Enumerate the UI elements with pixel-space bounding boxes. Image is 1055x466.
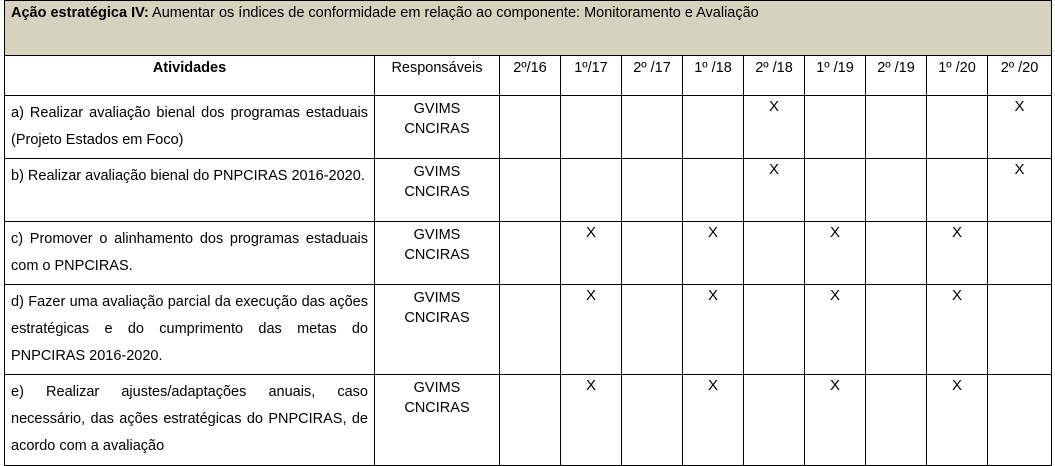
schedule-mark — [988, 285, 1052, 375]
col-period: 2º /20 — [988, 56, 1052, 96]
action-title-label: Ação estratégica IV: — [11, 5, 149, 21]
schedule-mark — [683, 96, 744, 159]
schedule-mark — [744, 375, 805, 466]
schedule-mark — [622, 375, 683, 466]
col-responsible: Responsáveis — [375, 56, 500, 96]
col-period: 1º /18 — [683, 56, 744, 96]
schedule-mark: X — [744, 96, 805, 159]
activity-description: e) Realizar ajustes/adaptações anuais, caso necessário, das ações estratégicas do PNPCIRAS, de acordo com a avaliação — [5, 375, 375, 466]
schedule-mark: X — [805, 375, 866, 466]
schedule-mark: X — [561, 375, 622, 466]
schedule-mark — [744, 285, 805, 375]
responsible-cell — [375, 96, 500, 159]
responsible-cell — [375, 375, 500, 466]
schedule-mark — [744, 222, 805, 285]
activity-description: d) Fazer uma avaliação parcial da execução das ações estratégicas e do cumprimento das metas do PNPCIRAS 2016-2020. — [5, 285, 375, 375]
schedule-mark — [561, 159, 622, 222]
schedule-mark — [622, 222, 683, 285]
col-period: 1º /19 — [805, 56, 866, 96]
schedule-mark — [622, 159, 683, 222]
col-period: 1º/17 — [561, 56, 622, 96]
responsible-name: CNCIRAS — [404, 121, 470, 137]
responsible-cell — [375, 285, 500, 375]
schedule-mark: X — [683, 285, 744, 375]
responsible-name: CNCIRAS — [404, 184, 470, 200]
schedule-mark — [927, 96, 988, 159]
table-row — [5, 375, 1052, 466]
schedule-mark: X — [988, 96, 1052, 159]
schedule-mark — [988, 222, 1052, 285]
schedule-mark: X — [744, 159, 805, 222]
column-header-row — [5, 56, 1052, 96]
table-row — [5, 285, 1052, 375]
activity-description: a) Realizar avaliação bienal dos programas estaduais (Projeto Estados em Foco) — [5, 96, 375, 159]
schedule-mark — [866, 159, 927, 222]
col-period: 1º /20 — [927, 56, 988, 96]
table-body — [5, 96, 1052, 466]
schedule-mark: X — [927, 285, 988, 375]
schedule-mark — [866, 285, 927, 375]
table-row — [5, 222, 1052, 285]
col-period: 2º /19 — [866, 56, 927, 96]
activity-description: c) Promover o alinhamento dos programas estaduais com o PNPCIRAS. — [5, 222, 375, 285]
responsible-name: GVIMS — [413, 164, 461, 180]
schedule-mark: X — [683, 222, 744, 285]
schedule-mark: X — [561, 285, 622, 375]
schedule-mark — [866, 375, 927, 466]
schedule-mark — [805, 96, 866, 159]
schedule-mark — [805, 159, 866, 222]
schedule-mark — [988, 375, 1052, 466]
responsible-name: CNCIRAS — [404, 400, 470, 416]
schedule-mark — [500, 96, 561, 159]
activity-description: b) Realizar avaliação bienal do PNPCIRAS 2016-2020. — [5, 159, 375, 222]
responsible-cell — [375, 159, 500, 222]
schedule-mark: X — [805, 222, 866, 285]
schedule-mark — [683, 159, 744, 222]
responsible-cell — [375, 222, 500, 285]
schedule-mark — [622, 96, 683, 159]
responsible-name: GVIMS — [413, 380, 461, 396]
table-row — [5, 159, 1052, 222]
schedule-mark: X — [805, 285, 866, 375]
schedule-mark — [561, 96, 622, 159]
schedule-mark — [500, 375, 561, 466]
col-activities: Atividades — [5, 56, 375, 96]
col-period: 2º/16 — [500, 56, 561, 96]
schedule-mark: X — [927, 222, 988, 285]
col-period: 2º /17 — [622, 56, 683, 96]
schedule-mark: X — [683, 375, 744, 466]
schedule-mark — [500, 159, 561, 222]
action-title — [5, 1, 1052, 56]
schedule-mark: X — [988, 159, 1052, 222]
schedule-mark — [866, 222, 927, 285]
table-row — [5, 96, 1052, 159]
schedule-mark — [622, 285, 683, 375]
responsible-name: GVIMS — [413, 290, 461, 306]
schedule-mark — [927, 159, 988, 222]
responsible-name: CNCIRAS — [404, 310, 470, 326]
schedule-mark: X — [927, 375, 988, 466]
action-title-text: Aumentar os índices de conformidade em relação ao componente: Monitoramento e Avaliação — [148, 5, 759, 21]
col-period: 2º /18 — [744, 56, 805, 96]
responsible-name: CNCIRAS — [404, 247, 470, 263]
schedule-mark: X — [561, 222, 622, 285]
schedule-mark — [866, 96, 927, 159]
action-plan-table — [4, 0, 1052, 466]
schedule-mark — [500, 285, 561, 375]
responsible-name: GVIMS — [413, 101, 461, 117]
responsible-name: GVIMS — [413, 227, 461, 243]
schedule-mark — [500, 222, 561, 285]
